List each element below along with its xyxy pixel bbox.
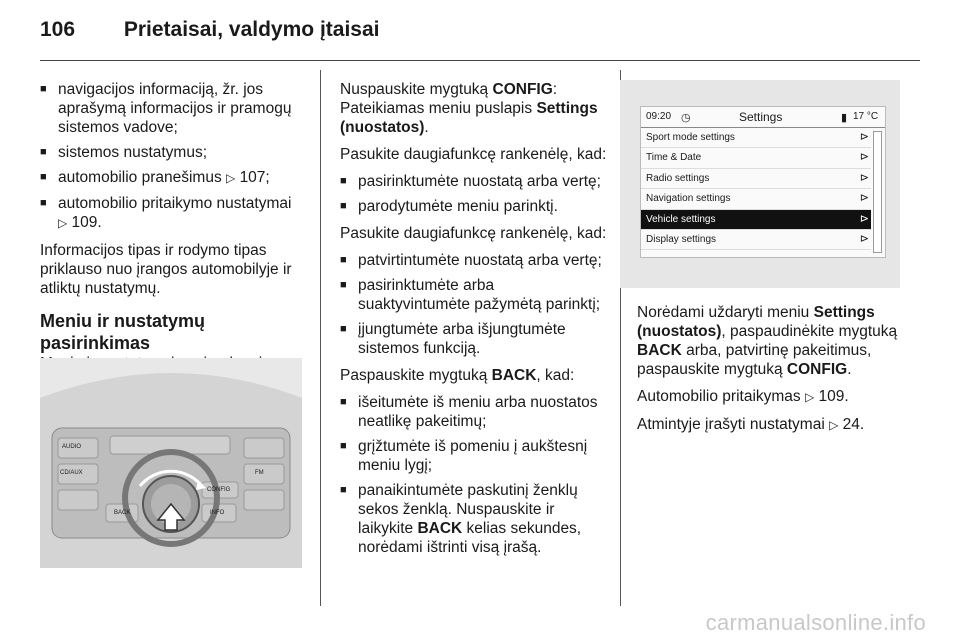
paragraph: Pasukite daugiafunkcę rankenėlę, kad:	[340, 225, 607, 242]
info-button-label: INFO	[210, 510, 225, 516]
page-title: Prietaisai, valdymo įtaisai	[123, 18, 380, 41]
settings-display	[640, 106, 886, 258]
menu-item-label: Sport mode settings	[646, 132, 735, 143]
menu-item[interactable]	[641, 148, 871, 168]
back-keyword: BACK	[417, 520, 463, 537]
menu-item[interactable]	[641, 230, 871, 250]
display-status-bar	[641, 107, 885, 128]
page-link[interactable]: 24.	[842, 416, 865, 433]
display-title: Settings	[739, 110, 783, 124]
menu-item-selected[interactable]	[641, 210, 871, 230]
chevron-right-icon: ⊳	[859, 171, 869, 184]
chevron-right-icon: ⊳	[859, 212, 869, 225]
text: kelias sekundes, norėdami ištrinti visą įrašą.	[358, 520, 582, 556]
section-heading: Meniu ir nustatymų pasirinkimas	[40, 311, 206, 353]
text: Paspauskite mygtuką	[340, 367, 492, 384]
list-item: ■ sistemos nustatymus;	[40, 143, 306, 162]
list-item: ■ pasirinktumėte nuostatą arba vertę;	[340, 172, 610, 191]
reference-arrow-icon: ▷	[58, 216, 68, 230]
text: Norėdami uždaryti meniu	[637, 304, 814, 321]
list-item: ■ patvirtintumėte nuostatą arba vertę;	[340, 251, 610, 270]
chevron-right-icon: ⊳	[859, 131, 869, 143]
reference-arrow-icon: ▷	[805, 390, 815, 404]
chevron-right-icon: ⊳	[859, 232, 869, 245]
list-item: ■ navigacijos informaciją, žr. jos aprašymą informacijos ir pramogų sistemos vadove;	[40, 80, 306, 137]
column-divider	[320, 70, 321, 606]
menu-item-label: Time & Date	[646, 152, 702, 164]
list-item: ■ išeitumėte iš meniu arba nuostatos neatlikę pakeitimų;	[340, 393, 610, 431]
paragraph	[340, 80, 610, 137]
list-item: ■ įjungtumėte arba išjungtumėte sistemos funkciją.	[340, 320, 610, 358]
list-item	[340, 481, 610, 557]
menu-item-label: Vehicle settings	[646, 213, 716, 225]
thermometer-icon: ▮	[841, 112, 848, 124]
fm-button-label: FM	[255, 470, 264, 476]
text: .	[847, 361, 852, 378]
clock-time: 09:20	[646, 111, 672, 122]
watermark: carmanualsonline.info	[705, 610, 926, 635]
list-item-text: automobilio pritaikymo nustatymai	[58, 195, 292, 212]
paragraph: Informacijos tipas ir rodymo tipas priklauso nuo įrangos automobilyje ir atliktų nustatymų.	[40, 242, 292, 297]
chevron-right-icon: ⊳	[859, 151, 869, 164]
clock-icon: ◷	[681, 112, 691, 124]
list-item-text: automobilio pranešimus	[58, 169, 222, 186]
paragraph	[637, 415, 907, 435]
list-item: ■ pasirinktumėte arba suaktyvintumėte pažymėtą parinktį;	[340, 276, 610, 314]
menu-item[interactable]	[641, 128, 871, 148]
page-link[interactable]: 109.	[71, 214, 102, 231]
back-button-label: BACK	[114, 510, 131, 516]
settings-keyword: Settings (nuostatos)	[637, 304, 875, 340]
text: Pateikiamas meniu puslapis	[340, 100, 537, 117]
menu-item[interactable]	[641, 169, 871, 189]
list-item: ■ parodytumėte meniu parinktį.	[340, 197, 610, 216]
list-item: ■ grįžtumėte iš pomeniu į aukštesnį meniu lygį;	[340, 437, 610, 475]
back-keyword: BACK	[491, 367, 537, 384]
text: , kad:	[536, 367, 575, 384]
page-header	[40, 18, 379, 42]
header-rule	[40, 60, 920, 61]
cdaux-button-label: CD/AUX	[60, 470, 83, 476]
bullet-list	[340, 251, 610, 358]
config-button-label: CONFIG	[207, 487, 231, 493]
column-2	[340, 80, 610, 565]
text: :	[552, 81, 558, 98]
paragraph: Pasukite daugiafunkcę rankenėlę, kad:	[340, 146, 607, 163]
scrollbar[interactable]	[873, 131, 882, 253]
bullet-list	[340, 172, 610, 216]
bullet-list	[40, 80, 306, 233]
list-item	[40, 168, 306, 188]
column-3	[637, 303, 907, 443]
text: Automobilio pritaikymas	[637, 388, 801, 405]
column-1	[40, 80, 306, 400]
settings-screen-image	[620, 80, 900, 288]
audio-button-label: AUDIO	[62, 444, 82, 450]
text: Nuspauskite mygtuką	[340, 81, 493, 98]
page-number: 106	[40, 18, 76, 41]
menu-item-label: Radio settings	[646, 172, 710, 184]
chevron-right-icon: ⊳	[859, 192, 869, 205]
page-link[interactable]: 107;	[239, 169, 270, 186]
control-panel-photo	[40, 358, 302, 568]
config-keyword: CONFIG	[786, 361, 848, 378]
menu-item[interactable]	[641, 189, 871, 209]
menu-item-label: Navigation settings	[646, 193, 731, 205]
menu-item-label: Display settings	[646, 233, 717, 245]
list-item	[40, 194, 306, 233]
bullet-list	[340, 393, 610, 557]
paragraph	[340, 366, 610, 385]
paragraph	[637, 303, 907, 379]
text: , paspaudinėkite mygtuką	[721, 323, 898, 340]
reference-arrow-icon: ▷	[226, 171, 236, 185]
config-keyword: CONFIG	[492, 81, 553, 98]
temperature-readout: 17 °C	[853, 111, 879, 122]
control-panel-illustration	[40, 358, 302, 568]
text: panaikintumėte paskutinį ženklų sekos ženklą. Nuspauskite ir laikykite	[358, 482, 578, 537]
page-link[interactable]: 109.	[818, 388, 849, 405]
text: Atmintyje įrašyti nustatymai	[637, 416, 825, 433]
back-keyword: BACK	[637, 342, 682, 359]
paragraph	[637, 387, 907, 407]
text: arba, patvirtinę pakeitimus, paspauskite mygtuką	[637, 342, 872, 378]
text: .	[424, 119, 429, 136]
reference-arrow-icon: ▷	[829, 418, 839, 432]
settings-keyword: Settings (nuostatos)	[340, 100, 598, 136]
